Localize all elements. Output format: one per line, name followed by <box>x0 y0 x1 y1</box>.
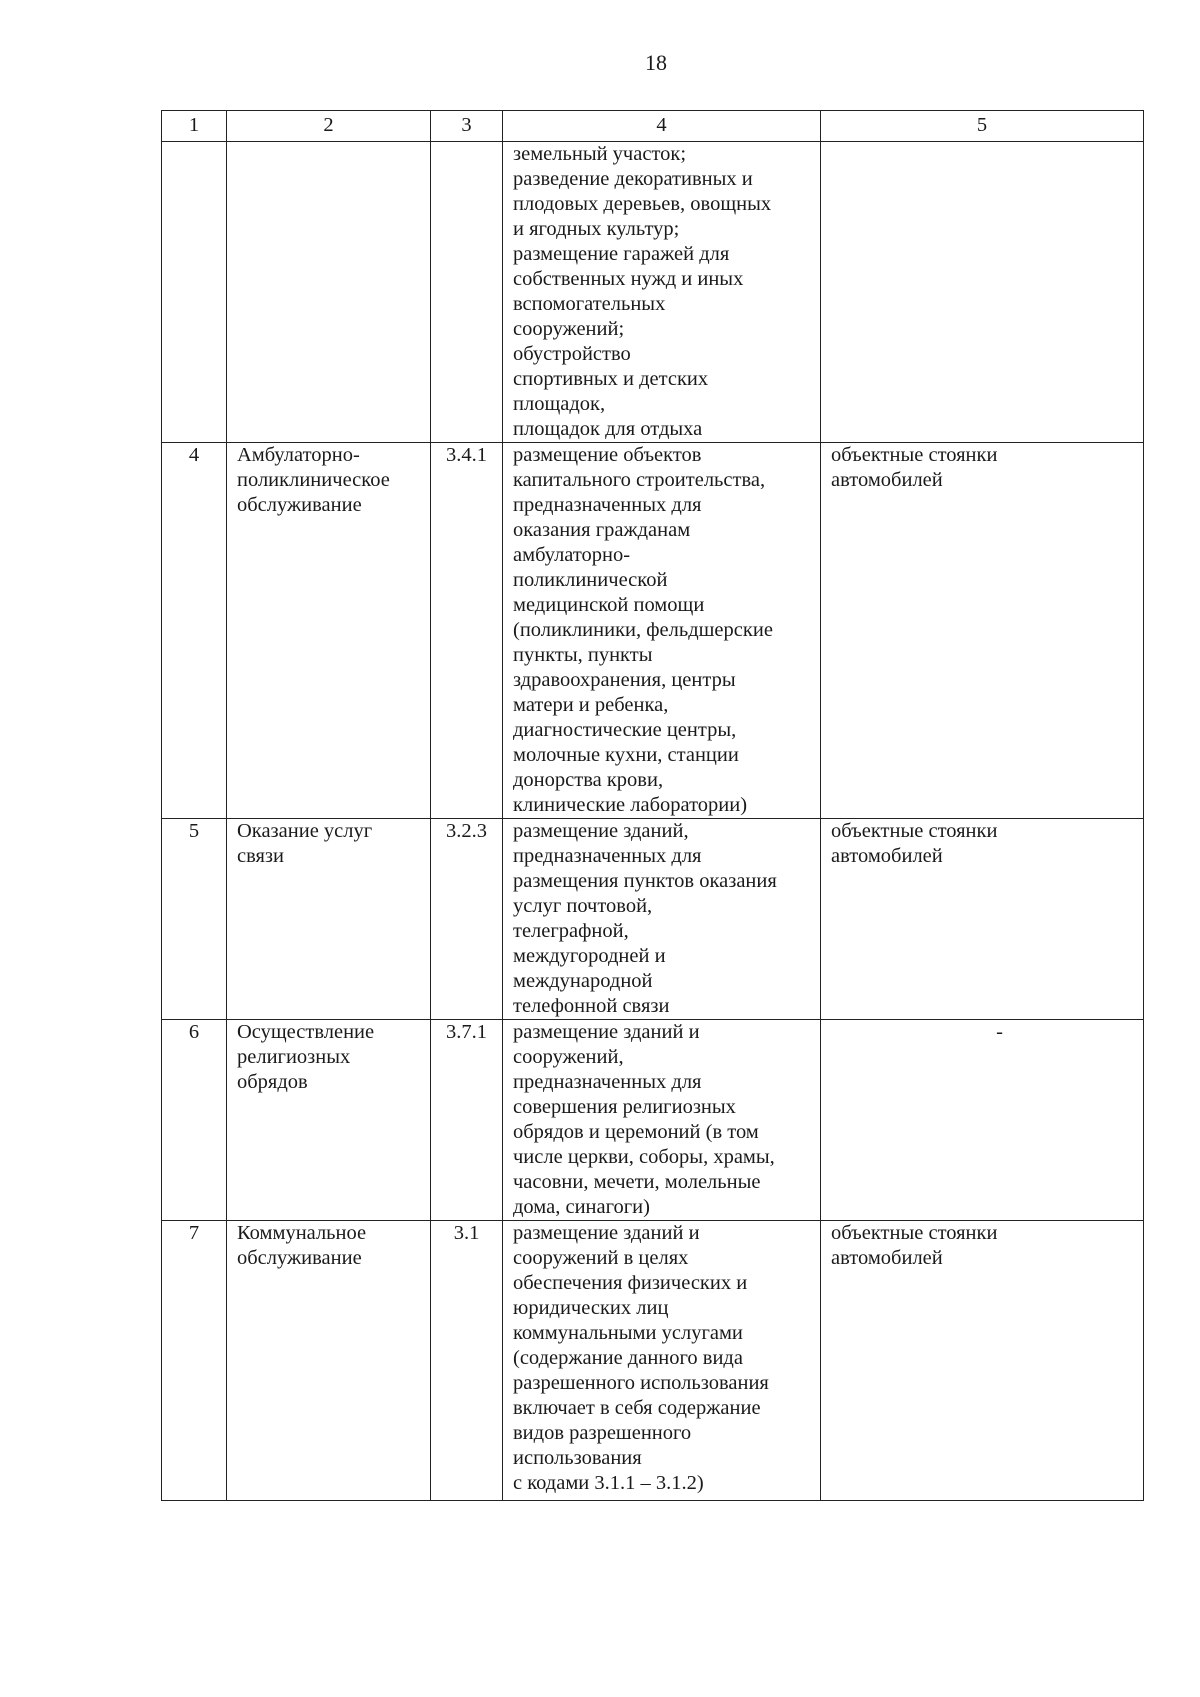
use-name-cell <box>227 1221 431 1501</box>
use-description-cell-line: обрядов и церемоний (в том <box>513 1121 759 1143</box>
use-name-cell <box>227 142 431 443</box>
row-number-cell <box>162 142 227 443</box>
auxiliary-use-cell <box>821 1221 1144 1501</box>
page-number: 18 <box>645 50 667 75</box>
use-code-cell: 3.1 <box>431 1221 503 1501</box>
use-description-cell-line: разведение декоративных и <box>513 168 753 190</box>
use-description-cell-line: сооружений, <box>513 1046 624 1068</box>
use-description-cell-line: использования <box>513 1447 642 1469</box>
use-name-cell <box>227 819 431 1020</box>
use-description-cell <box>503 1221 821 1501</box>
use-name-cell-line: обрядов <box>237 1071 308 1093</box>
auxiliary-use-cell-line: объектные стоянки <box>831 820 998 842</box>
use-description-cell-line: и ягодных культур; <box>513 218 680 240</box>
use-description-cell-line: поликлинической <box>513 569 668 591</box>
use-description-cell-line: вспомогательных <box>513 293 666 315</box>
use-description-cell-line: земельный участок; <box>513 143 687 165</box>
use-description-cell-line: разрешенного использования <box>513 1372 769 1394</box>
auxiliary-use-cell <box>821 819 1144 1020</box>
column-number-3: 3 <box>431 111 503 142</box>
use-code-cell: 3.7.1 <box>431 1020 503 1221</box>
use-description-cell-line: донорства крови, <box>513 769 664 791</box>
row-number-cell: 4 <box>162 443 227 819</box>
use-name-cell-line: Осуществление <box>237 1021 375 1043</box>
use-description-cell-line: с кодами 3.1.1 – 3.1.2) <box>513 1472 704 1494</box>
use-description-cell <box>503 142 821 443</box>
use-description-cell-line: размещение зданий и <box>513 1021 700 1043</box>
use-description-cell <box>503 443 821 819</box>
use-description-cell-line: площадок для отдыха <box>513 418 703 440</box>
use-description-cell-line: дома, синагоги) <box>513 1196 650 1218</box>
use-description-cell-line: диагностические центры, <box>513 719 737 741</box>
use-description-cell-line: медицинской помощи <box>513 594 705 616</box>
auxiliary-use-cell-line: - <box>996 1021 1003 1043</box>
use-description-cell-line: размещение объектов <box>513 444 702 466</box>
row-number-cell: 6 <box>162 1020 227 1221</box>
auxiliary-use-cell-line: автомобилей <box>831 1247 943 1269</box>
use-description-cell-line: междугородней и <box>513 945 666 967</box>
column-number-1: 1 <box>162 111 227 142</box>
use-name-cell-line: Коммунальное <box>237 1222 367 1244</box>
use-code-cell: 3.4.1 <box>431 443 503 819</box>
use-description-cell-line: размещения пунктов оказания <box>513 870 777 892</box>
use-description-cell-line: (содержание данного вида <box>513 1347 743 1369</box>
use-description-cell-line: включает в себя содержание <box>513 1397 761 1419</box>
use-code-cell <box>431 142 503 443</box>
land-use-table <box>161 110 1144 1501</box>
use-description-cell-line: сооружений; <box>513 318 625 340</box>
use-description-cell-line: оказания гражданам <box>513 519 691 541</box>
use-description-cell-line: услуг почтовой, <box>513 895 653 917</box>
use-name-cell-line: Амбулаторно- <box>237 444 360 466</box>
use-code-cell: 3.2.3 <box>431 819 503 1020</box>
use-description-cell-line: клинические лаборатории) <box>513 794 748 816</box>
use-description-cell-line: юридических лиц <box>513 1297 669 1319</box>
use-description-cell-line: обеспечения физических и <box>513 1272 748 1294</box>
use-description-cell-line: видов разрешенного <box>513 1422 692 1444</box>
use-name-cell-line: обслуживание <box>237 1247 362 1269</box>
use-description-cell-line: (поликлиники, фельдшерские <box>513 619 773 641</box>
column-number-5: 5 <box>821 111 1144 142</box>
table-row <box>162 142 1144 443</box>
table-row <box>162 443 1144 819</box>
use-description-cell-line: молочные кухни, станции <box>513 744 739 766</box>
use-description-cell-line: телеграфной, <box>513 920 629 942</box>
use-name-cell-line: обслуживание <box>237 494 362 516</box>
use-description-cell-line: амбулаторно- <box>513 544 631 566</box>
use-name-cell-line: связи <box>237 845 285 867</box>
use-description-cell-line: совершения религиозных <box>513 1096 736 1118</box>
use-description-cell-line: телефонной связи <box>513 995 670 1017</box>
row-number-cell: 5 <box>162 819 227 1020</box>
auxiliary-use-cell-line: объектные стоянки <box>831 444 998 466</box>
use-description-cell-line: собственных нужд и иных <box>513 268 744 290</box>
use-description-cell-line: обустройство <box>513 343 631 365</box>
auxiliary-use-cell-line: автомобилей <box>831 845 943 867</box>
auxiliary-use-cell-line: объектные стоянки <box>831 1222 998 1244</box>
column-number-row <box>162 111 1144 142</box>
table-row <box>162 819 1144 1020</box>
use-description-cell-line: капитального строительства, <box>513 469 766 491</box>
use-description-cell-line: плодовых деревьев, овощных <box>513 193 772 215</box>
column-number-4: 4 <box>503 111 821 142</box>
use-description-cell-line: размещение зданий и <box>513 1222 700 1244</box>
use-name-cell-line: поликлиническое <box>237 469 390 491</box>
use-name-cell-line: религиозных <box>237 1046 351 1068</box>
auxiliary-use-cell <box>821 1020 1144 1221</box>
use-description-cell-line: площадок, <box>513 393 606 415</box>
table-row <box>162 1020 1144 1221</box>
use-description-cell <box>503 1020 821 1221</box>
use-description-cell-line: пункты, пункты <box>513 644 653 666</box>
row-number-cell: 7 <box>162 1221 227 1501</box>
table-row <box>162 1221 1144 1501</box>
use-description-cell-line: сооружений в целях <box>513 1247 689 1269</box>
use-description-cell-line: коммунальными услугами <box>513 1322 743 1344</box>
auxiliary-use-cell-line: автомобилей <box>831 469 943 491</box>
use-name-cell <box>227 1020 431 1221</box>
use-description-cell-line: спортивных и детских <box>513 368 709 390</box>
use-description-cell-line: матери и ребенка, <box>513 694 669 716</box>
use-description-cell-line: размещение гаражей для <box>513 243 730 265</box>
auxiliary-use-cell <box>821 443 1144 819</box>
use-description-cell-line: предназначенных для <box>513 494 702 516</box>
use-description-cell-line: числе церкви, соборы, храмы, <box>513 1146 775 1168</box>
use-name-cell-line: Оказание услуг <box>237 820 373 842</box>
auxiliary-use-cell <box>821 142 1144 443</box>
use-description-cell-line: предназначенных для <box>513 845 702 867</box>
use-description-cell-line: предназначенных для <box>513 1071 702 1093</box>
use-description-cell <box>503 819 821 1020</box>
use-description-cell-line: часовни, мечети, молельные <box>513 1171 761 1193</box>
use-name-cell <box>227 443 431 819</box>
use-description-cell-line: международной <box>513 970 653 992</box>
use-description-cell-line: размещение зданий, <box>513 820 689 842</box>
column-number-2: 2 <box>227 111 431 142</box>
use-description-cell-line: здравоохранения, центры <box>513 669 736 691</box>
